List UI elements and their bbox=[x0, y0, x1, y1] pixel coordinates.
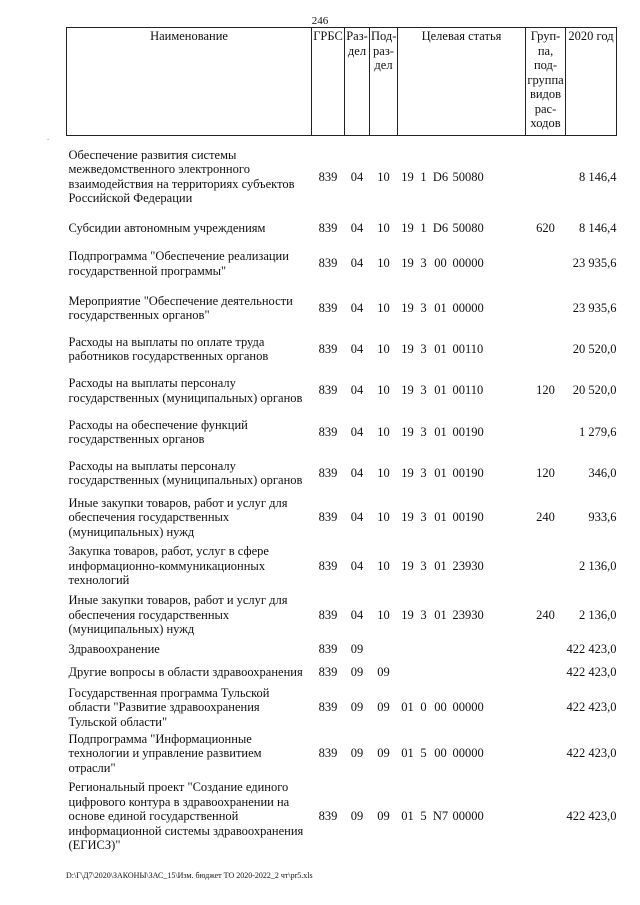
row-spacer bbox=[477, 731, 526, 777]
row-target-program: 01 bbox=[401, 746, 414, 761]
table-row bbox=[67, 370, 617, 412]
row-target-program: 19 bbox=[401, 256, 414, 271]
row-expense-group bbox=[526, 288, 566, 329]
table-row bbox=[67, 240, 617, 288]
row-grbs: 839 bbox=[318, 558, 338, 573]
row-target-code: 00000 bbox=[452, 256, 484, 271]
row-target-direction: D6 bbox=[432, 169, 449, 184]
row-razdel: 04 bbox=[350, 424, 364, 439]
row-spacer bbox=[477, 685, 526, 731]
page-number: 246 bbox=[311, 15, 329, 27]
row-expense-group: 120 bbox=[536, 465, 555, 480]
row-spacer bbox=[477, 288, 526, 329]
row-target-subprogram: 1 bbox=[420, 221, 427, 236]
row-target-code: 00190 bbox=[452, 510, 484, 525]
row-sum: 20 520,0 bbox=[572, 383, 617, 398]
row-name: Расходы на выплаты персоналу государственных (муниципальных) органов bbox=[68, 376, 303, 405]
row-target-program: 01 bbox=[401, 700, 414, 715]
row-name: Иные закупки товаров, работ и услуг для обеспечения государственных (муниципальных) нужд bbox=[68, 593, 288, 637]
row-target-code: 50080 bbox=[452, 169, 484, 184]
row-grbs: 839 bbox=[318, 809, 338, 824]
file-path-footer: D:\Г\Д7\2020\ЗАКОНЫ\ЗАС_15\Изм. бюджет ТО 2020-2022_2 чт\pr5.xls bbox=[66, 871, 313, 880]
row-target-program: 01 bbox=[401, 809, 414, 824]
row-expense-group bbox=[526, 412, 566, 453]
row-target-direction: 01 bbox=[434, 607, 447, 622]
table-row bbox=[67, 494, 617, 542]
row-podrazdel: 10 bbox=[377, 383, 390, 398]
row-target-subprogram: 1 bbox=[420, 169, 427, 184]
row-target-code: 00000 bbox=[452, 300, 484, 315]
row-target-program: 19 bbox=[401, 169, 414, 184]
header-group: Груп- па, под- группа видов рас- ходов bbox=[526, 28, 566, 136]
row-name: Обеспечение развития системы межведомственного электронного взаимодействия на территориях субъектов Российской Федерации bbox=[68, 147, 295, 206]
row-target-direction: 00 bbox=[434, 746, 447, 761]
row-name: Государственная программа Тульской области "Развитие здравоохранения Тульской области" bbox=[68, 685, 270, 729]
table-body bbox=[67, 136, 617, 857]
row-expense-group bbox=[526, 136, 566, 218]
row-expense-group: 240 bbox=[536, 510, 555, 525]
row-razdel: 09 bbox=[350, 809, 364, 824]
row-grbs: 839 bbox=[318, 664, 338, 679]
row-target-program: 19 bbox=[401, 607, 414, 622]
row-sum: 23 935,6 bbox=[572, 300, 617, 315]
row-target-code: 00000 bbox=[452, 746, 484, 761]
row-sum: 422 423,0 bbox=[566, 700, 617, 715]
row-target-code: 00000 bbox=[452, 700, 484, 715]
row-target-direction: D6 bbox=[432, 221, 449, 236]
row-razdel: 04 bbox=[350, 383, 364, 398]
row-target-subprogram bbox=[418, 640, 430, 660]
row-target-code: 00190 bbox=[452, 424, 484, 439]
row-spacer bbox=[477, 777, 526, 857]
row-target-program: 19 bbox=[401, 300, 414, 315]
row-expense-group bbox=[526, 660, 566, 685]
row-grbs: 839 bbox=[318, 383, 338, 398]
row-name: Расходы на обеспечение функций государственных органов bbox=[68, 417, 248, 446]
row-sum: 2 136,0 bbox=[579, 558, 617, 573]
row-target-subprogram: 3 bbox=[420, 256, 427, 271]
row-target-program: 19 bbox=[401, 221, 414, 236]
row-target-subprogram: 3 bbox=[420, 383, 427, 398]
row-grbs: 839 bbox=[318, 341, 338, 356]
row-spacer bbox=[477, 591, 526, 640]
row-razdel: 04 bbox=[350, 558, 364, 573]
row-name: Подпрограмма "Информационные технологии и управление развитием отрасли" bbox=[68, 731, 262, 775]
row-razdel: 09 bbox=[350, 700, 364, 715]
row-grbs: 839 bbox=[318, 221, 338, 236]
row-target-direction: 00 bbox=[434, 256, 447, 271]
row-target-program bbox=[398, 660, 418, 685]
row-target-subprogram: 3 bbox=[420, 465, 427, 480]
row-podrazdel: 09 bbox=[377, 700, 390, 715]
row-target-subprogram: 3 bbox=[420, 607, 427, 622]
row-sum: 20 520,0 bbox=[572, 341, 617, 356]
row-podrazdel: 10 bbox=[377, 169, 390, 184]
row-name: Закупка товаров, работ, услуг в сфере информационно-коммуникационных технологий bbox=[68, 544, 269, 588]
row-target-direction: 01 bbox=[434, 300, 447, 315]
row-podrazdel: 10 bbox=[377, 221, 390, 236]
row-expense-group: 620 bbox=[536, 221, 555, 236]
row-spacer bbox=[477, 494, 526, 542]
row-target-code: 00110 bbox=[452, 383, 484, 398]
row-target-program: 19 bbox=[401, 510, 414, 525]
table-row bbox=[67, 640, 617, 660]
row-target-code bbox=[452, 640, 477, 660]
table-row bbox=[67, 136, 617, 218]
row-target-code: 23930 bbox=[452, 558, 484, 573]
row-target-direction bbox=[430, 640, 452, 660]
table-row bbox=[67, 218, 617, 240]
row-target-direction: 01 bbox=[434, 558, 447, 573]
table-row bbox=[67, 288, 617, 329]
row-sum: 422 423,0 bbox=[566, 664, 617, 679]
row-target-program: 19 bbox=[401, 341, 414, 356]
row-spacer bbox=[477, 329, 526, 370]
row-target-direction bbox=[430, 660, 452, 685]
row-expense-group bbox=[526, 542, 566, 591]
table-row bbox=[67, 777, 617, 857]
row-grbs: 839 bbox=[318, 510, 338, 525]
row-podrazdel: 10 bbox=[377, 465, 390, 480]
row-podrazdel: 10 bbox=[377, 300, 390, 315]
row-razdel: 09 bbox=[350, 642, 364, 657]
row-name: Подпрограмма "Обеспечение реализации государственной программы" bbox=[68, 249, 289, 278]
row-razdel: 04 bbox=[350, 300, 364, 315]
row-sum: 8 146,4 bbox=[579, 169, 617, 184]
row-name: Другие вопросы в области здравоохранения bbox=[68, 664, 303, 679]
row-expense-group bbox=[526, 731, 566, 777]
row-target-program: 19 bbox=[401, 383, 414, 398]
row-sum: 2 136,0 bbox=[579, 607, 617, 622]
row-sum: 422 423,0 bbox=[566, 746, 617, 761]
header-year: 2020 год bbox=[566, 28, 617, 136]
row-expense-group bbox=[526, 777, 566, 857]
row-grbs: 839 bbox=[318, 642, 338, 657]
row-sum: 346,0 bbox=[588, 465, 617, 480]
header-target: Целевая статья bbox=[398, 28, 526, 136]
row-sum: 8 146,4 bbox=[579, 221, 617, 236]
row-target-subprogram: 3 bbox=[420, 300, 427, 315]
row-target-direction: 01 bbox=[434, 424, 447, 439]
row-target-direction: 01 bbox=[434, 510, 447, 525]
row-target-direction: 01 bbox=[434, 341, 447, 356]
table-row bbox=[67, 329, 617, 370]
row-razdel: 04 bbox=[350, 607, 364, 622]
row-expense-group: 120 bbox=[536, 383, 555, 398]
table-row bbox=[67, 591, 617, 640]
row-sum: 422 423,0 bbox=[566, 809, 617, 824]
row-target-program bbox=[398, 640, 418, 660]
row-podrazdel: 10 bbox=[377, 424, 390, 439]
row-expense-group bbox=[526, 685, 566, 731]
row-razdel: 09 bbox=[350, 664, 364, 679]
row-target-direction: 01 bbox=[434, 465, 447, 480]
budget-table bbox=[66, 27, 617, 857]
row-podrazdel: 10 bbox=[377, 607, 390, 622]
row-sum: 23 935,6 bbox=[572, 256, 617, 271]
row-expense-group: 240 bbox=[536, 607, 555, 622]
header-podrazdel: Под- раз- дел bbox=[370, 28, 398, 136]
row-podrazdel: 10 bbox=[377, 256, 390, 271]
row-spacer bbox=[477, 370, 526, 412]
row-target-subprogram: 3 bbox=[420, 424, 427, 439]
row-name: Расходы на выплаты персоналу государственных (муниципальных) органов bbox=[68, 458, 303, 487]
row-podrazdel: 09 bbox=[377, 746, 390, 761]
row-target-subprogram bbox=[418, 660, 430, 685]
header-grbs: ГРБС bbox=[312, 28, 345, 136]
row-target-subprogram: 5 bbox=[420, 746, 427, 761]
row-expense-group bbox=[526, 640, 566, 660]
row-target-program: 19 bbox=[401, 558, 414, 573]
row-podrazdel: 10 bbox=[377, 341, 390, 356]
row-razdel: 04 bbox=[350, 221, 364, 236]
table-header bbox=[67, 28, 617, 136]
row-name: Иные закупки товаров, работ и услуг для обеспечения государственных (муниципальных) нужд bbox=[68, 495, 288, 539]
row-target-direction: 01 bbox=[434, 383, 447, 398]
row-razdel: 04 bbox=[350, 465, 364, 480]
row-target-program: 19 bbox=[401, 465, 414, 480]
row-grbs: 839 bbox=[318, 300, 338, 315]
row-target-code: 50080 bbox=[452, 221, 484, 236]
row-target-code: 00000 bbox=[452, 809, 484, 824]
row-target-subprogram: 3 bbox=[420, 558, 427, 573]
row-spacer bbox=[477, 136, 526, 218]
row-name: Расходы на выплаты по оплате труда работников государственных органов bbox=[68, 334, 269, 363]
row-target-subprogram: 3 bbox=[420, 341, 427, 356]
row-sum: 422 423,0 bbox=[566, 642, 617, 657]
row-podrazdel: 09 bbox=[377, 809, 390, 824]
row-target-program: 19 bbox=[401, 424, 414, 439]
row-target-subprogram: 5 bbox=[420, 809, 427, 824]
row-target-subprogram: 3 bbox=[420, 510, 427, 525]
row-name: Мероприятие "Обеспечение деятельности государственных органов" bbox=[68, 293, 293, 322]
row-podrazdel: 09 bbox=[377, 664, 390, 679]
row-sum: 1 279,6 bbox=[579, 424, 617, 439]
row-razdel: 04 bbox=[350, 510, 364, 525]
row-target-direction: N7 bbox=[432, 809, 449, 824]
row-grbs: 839 bbox=[318, 746, 338, 761]
row-target-subprogram: 0 bbox=[420, 700, 427, 715]
row-razdel: 04 bbox=[350, 169, 364, 184]
table-row bbox=[67, 660, 617, 685]
header-razdel: Раз- дел bbox=[345, 28, 370, 136]
row-spacer bbox=[477, 542, 526, 591]
row-razdel: 09 bbox=[350, 746, 364, 761]
row-name: Субсидии автономным учреждениям bbox=[68, 221, 266, 236]
row-expense-group bbox=[526, 329, 566, 370]
row-target-code: 23930 bbox=[452, 607, 484, 622]
table-row bbox=[67, 453, 617, 494]
row-target-code: 00190 bbox=[452, 465, 484, 480]
table-row bbox=[67, 685, 617, 731]
row-grbs: 839 bbox=[318, 607, 338, 622]
row-target-code bbox=[452, 660, 477, 685]
row-grbs: 839 bbox=[318, 700, 338, 715]
row-grbs: 839 bbox=[318, 256, 338, 271]
row-spacer bbox=[477, 640, 526, 660]
row-name: Здравоохранение bbox=[68, 642, 160, 657]
row-sum: 933,6 bbox=[588, 510, 617, 525]
margin-mark: . bbox=[47, 132, 50, 142]
table-row bbox=[67, 542, 617, 591]
row-podrazdel: 10 bbox=[377, 558, 390, 573]
row-razdel: 04 bbox=[350, 341, 364, 356]
row-expense-group bbox=[526, 240, 566, 288]
row-spacer bbox=[477, 412, 526, 453]
row-grbs: 839 bbox=[318, 169, 338, 184]
row-name: Региональный проект "Создание единого цифрового контура в здравоохранении на основе единой государственной информационной системы здравоохранения (ЕГИСЗ)" bbox=[68, 780, 304, 853]
row-podrazdel: 10 bbox=[377, 510, 390, 525]
row-spacer bbox=[477, 240, 526, 288]
row-grbs: 839 bbox=[318, 465, 338, 480]
row-grbs: 839 bbox=[318, 424, 338, 439]
table-row bbox=[67, 412, 617, 453]
row-razdel: 04 bbox=[350, 256, 364, 271]
row-target-code: 00110 bbox=[452, 341, 484, 356]
row-spacer bbox=[477, 660, 526, 685]
row-spacer bbox=[477, 218, 526, 240]
table-row bbox=[67, 731, 617, 777]
row-spacer bbox=[477, 453, 526, 494]
row-podrazdel bbox=[370, 640, 398, 660]
header-name: Наименование bbox=[67, 28, 312, 136]
row-target-direction: 00 bbox=[434, 700, 447, 715]
